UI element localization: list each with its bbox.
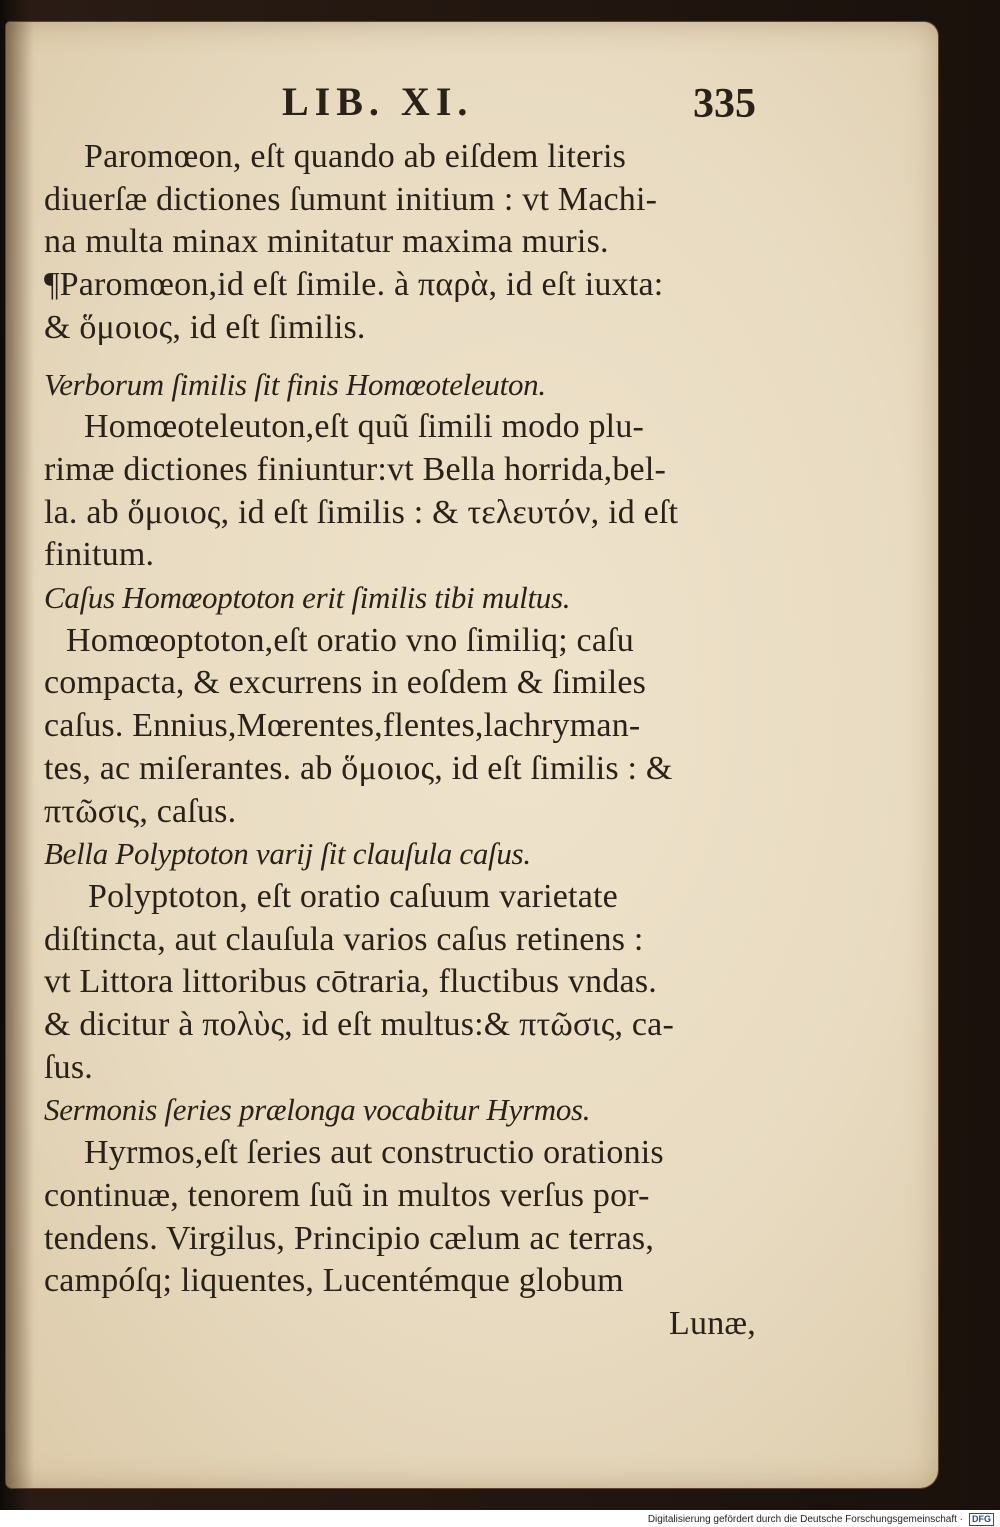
text-line: na multa minax minitatur maxima muris. [44,223,609,261]
text-line: Homœoptoton,eſt oratio vno ſimiliq; caſu [66,621,634,659]
text-line: vt Littora littoribus cōtraria, fluctibus vndas. [44,963,657,1001]
text-line: diſtincta, aut clauſula varios caſus retinens : [44,920,644,958]
digitization-credit [648,1511,994,1527]
running-head: LIB. XI. [282,79,474,124]
text-line: continuæ, tenorem ſuũ in multos verſus por- [44,1176,650,1214]
text-line: Homœoteleuton,eſt quũ ſimili modo plu- [84,408,645,446]
text-line: diuerſæ dictiones ſumunt initium : vt Machi- [44,180,658,218]
page-number: 335 [693,81,756,127]
text-line: caſus. Ennius,Mœrentes,flentes,lachryman- [44,707,641,745]
text-line: πτῶσις, caſus. [44,792,237,830]
text-line: la. ab ὅμοιος, id eſt ſimilis : & τελευτόν, id eſt [44,493,679,531]
text-line: Hyrmos,eſt ſeries aut constructio orationis [84,1134,664,1172]
text-line: ſus. [44,1048,93,1086]
credit-text: Digitalisierung gefördert durch die Deutsche Forschungsgemeinschaft · [647,1513,963,1525]
page-text [44,78,756,1346]
text-line: & dicitur à πολὺς, id eſt multus:& πτῶσις, ca- [44,1006,674,1044]
text-line: campóſq; liquentes, Lucentémque globum [44,1262,624,1300]
text-line: Polyptoton, eſt oratio caſuum varietate [88,877,618,915]
verse-line: Caſus Homœoptoton erit ſimilis tibi multus. [44,580,571,616]
verse-line: Verborum ſimilis ſit finis Homœoteleuton. [44,366,546,402]
text-line: Paromœon, eſt quando ab eiſdem literis [84,138,627,175]
text-line: tes, ac miſerantes. ab ὅμοιος, id eſt ſimilis : & [44,749,673,787]
text-line: ¶Paromœon,id eſt ſimile. à παρὰ, id eſt iuxta: [44,266,664,304]
verse-line: Sermonis ſeries prælonga vocabitur Hyrmos. [44,1092,591,1128]
text-line: finitum. [44,536,155,574]
catchword: Lunæ, [669,1304,756,1342]
text-line: rimæ dictiones finiuntur:vt Bella horrida,bel- [44,450,667,488]
text-line: tendens. Virgilus, Principio cælum ac terras, [44,1219,655,1257]
verse-line: Bella Polyptoton varij ſit clauſula caſus. [44,836,531,872]
text-line: compacta, & excurrens in eoſdem & ſimiles [44,664,647,702]
dfg-logo: DFG [969,1513,994,1526]
page-gutter-shadow [6,22,34,1488]
page-header [44,78,756,136]
text-line: & ὅμοιος, id eſt ſimilis. [44,308,366,346]
